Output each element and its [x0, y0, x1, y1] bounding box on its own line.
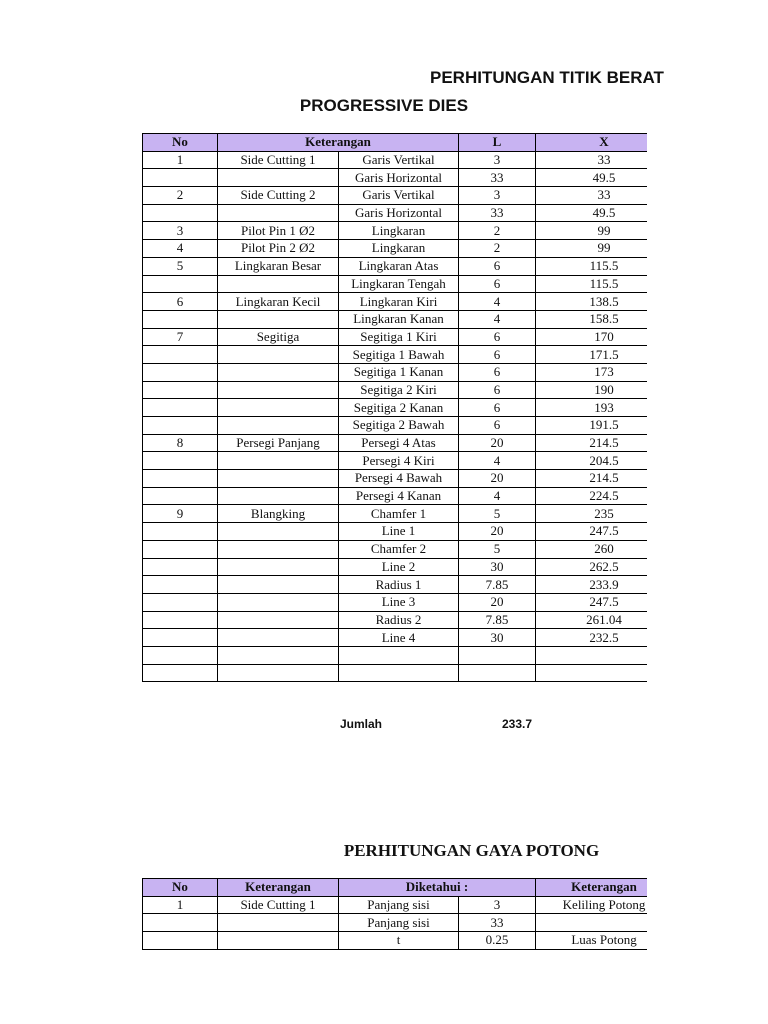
- cell-detail: Garis Horizontal: [339, 169, 459, 187]
- table-row: [143, 293, 648, 311]
- cell-value-1: 0.25: [459, 932, 536, 950]
- cell-value-2: 99: [536, 240, 648, 258]
- cell-keterangan: [218, 664, 339, 682]
- table-row: [143, 222, 648, 240]
- cell-value-2: 49.5: [536, 169, 648, 187]
- cell-keterangan: [218, 275, 339, 293]
- cell-value-2: 170: [536, 328, 648, 346]
- cell-no: 9: [143, 505, 218, 523]
- cell-keterangan: Side Cutting 1: [218, 151, 339, 169]
- cell-value-1: 30: [459, 558, 536, 576]
- cell-value-2: 232.5: [536, 629, 648, 647]
- cell-value-1: 4: [459, 452, 536, 470]
- cell-value-1: 4: [459, 293, 536, 311]
- cell-value-2: 214.5: [536, 434, 648, 452]
- table-row: [143, 664, 648, 682]
- cell-keterangan: [218, 932, 339, 950]
- cell-value-2: [536, 646, 648, 664]
- header-diketahui: Diketahui :: [339, 879, 536, 897]
- table-row: [143, 204, 648, 222]
- cell-no: [143, 363, 218, 381]
- cell-no: [143, 470, 218, 488]
- section-title-gaya-potong: PERHITUNGAN GAYA POTONG: [343, 841, 600, 860]
- cell-value-1: [459, 664, 536, 682]
- cell-no: [143, 558, 218, 576]
- header-no: No: [143, 134, 218, 152]
- cell-detail: Garis Horizontal: [339, 204, 459, 222]
- cell-value-1: 6: [459, 257, 536, 275]
- cell-detail: Segitiga 2 Kiri: [339, 381, 459, 399]
- cell-value-1: 2: [459, 222, 536, 240]
- cell-no: 7: [143, 328, 218, 346]
- cell-value-1: 6: [459, 381, 536, 399]
- cell-keterangan: [218, 169, 339, 187]
- cell-keterangan: [218, 399, 339, 417]
- cell-value-2: 138.5: [536, 293, 648, 311]
- cell-detail: Lingkaran: [339, 240, 459, 258]
- cell-detail: Line 3: [339, 593, 459, 611]
- cell-no: 2: [143, 187, 218, 205]
- cell-keterangan: Pilot Pin 1 Ø2: [218, 222, 339, 240]
- cell-keterangan: Side Cutting 2: [218, 187, 339, 205]
- cell-value-1: 33: [459, 914, 536, 932]
- cell-no: [143, 487, 218, 505]
- cell-detail: [339, 646, 459, 664]
- table-row: [143, 646, 648, 664]
- cell-no: [143, 646, 218, 664]
- cell-value-2: 115.5: [536, 275, 648, 293]
- cell-value-2: 261.04: [536, 611, 648, 629]
- cell-detail: Segitiga 2 Kanan: [339, 399, 459, 417]
- cell-value-2: Keliling Potong: [536, 896, 647, 914]
- cell-keterangan: [218, 487, 339, 505]
- table-row: [143, 505, 648, 523]
- table-row: [143, 932, 648, 950]
- table-row: [143, 470, 648, 488]
- header-x: X: [536, 134, 648, 152]
- cell-value-1: 2: [459, 240, 536, 258]
- table-row: [143, 187, 648, 205]
- titik-berat-table: [142, 133, 647, 682]
- cell-detail: Garis Vertikal: [339, 151, 459, 169]
- cell-value-2: 33: [536, 187, 648, 205]
- cell-value-2: 173: [536, 363, 648, 381]
- cell-keterangan: [218, 363, 339, 381]
- table-row: [143, 611, 648, 629]
- cell-keterangan: [218, 611, 339, 629]
- cell-value-1: 4: [459, 487, 536, 505]
- header-keterangan: Keterangan: [218, 879, 339, 897]
- header-keterangan-2: Keterangan: [536, 879, 647, 897]
- cell-keterangan: [218, 346, 339, 364]
- cell-keterangan: [218, 646, 339, 664]
- table-row: [143, 240, 648, 258]
- cell-value-2: 224.5: [536, 487, 648, 505]
- cell-value-2: 193: [536, 399, 648, 417]
- cell-no: 5: [143, 257, 218, 275]
- cell-value-2: [536, 664, 648, 682]
- table-row: [143, 487, 648, 505]
- cell-keterangan: [218, 540, 339, 558]
- table-row: [143, 629, 648, 647]
- cell-detail: Garis Vertikal: [339, 187, 459, 205]
- cell-value-2: 158.5: [536, 310, 648, 328]
- sum-label: Jumlah: [340, 717, 383, 731]
- cell-detail: Persegi 4 Kiri: [339, 452, 459, 470]
- cell-value-2: [536, 914, 647, 932]
- cell-value-1: 6: [459, 346, 536, 364]
- cell-no: [143, 932, 218, 950]
- cell-no: [143, 523, 218, 541]
- table-row: [143, 275, 648, 293]
- table-row: [143, 417, 648, 435]
- cell-value-2: 235: [536, 505, 648, 523]
- cell-value-2: 49.5: [536, 204, 648, 222]
- table-row: [143, 593, 648, 611]
- cell-keterangan: Lingkaran Kecil: [218, 293, 339, 311]
- cell-keterangan: [218, 452, 339, 470]
- cell-no: 1: [143, 896, 218, 914]
- cell-value-1: 3: [459, 896, 536, 914]
- gaya-potong-table: [142, 878, 647, 950]
- cell-keterangan: Blangking: [218, 505, 339, 523]
- cell-keterangan: [218, 204, 339, 222]
- cell-value-2: 190: [536, 381, 648, 399]
- cell-detail: Chamfer 1: [339, 505, 459, 523]
- cell-no: 3: [143, 222, 218, 240]
- cell-no: [143, 914, 218, 932]
- cell-keterangan: [218, 523, 339, 541]
- cell-detail: Panjang sisi: [339, 914, 459, 932]
- cell-no: [143, 629, 218, 647]
- cell-value-2: 214.5: [536, 470, 648, 488]
- table-row: [143, 914, 648, 932]
- sum-value: 233.7: [502, 717, 533, 731]
- table-row: [143, 523, 648, 541]
- table-row: [143, 558, 648, 576]
- cell-no: [143, 204, 218, 222]
- cell-no: [143, 611, 218, 629]
- table-header-row: [143, 134, 648, 152]
- document-title-line1: PERHITUNGAN TITIK BERAT: [430, 68, 664, 87]
- cell-detail: Lingkaran Atas: [339, 257, 459, 275]
- table-row: [143, 896, 648, 914]
- cell-value-2: 260: [536, 540, 648, 558]
- cell-detail: Line 2: [339, 558, 459, 576]
- header-keterangan: Keterangan: [218, 134, 459, 152]
- cell-value-1: 5: [459, 505, 536, 523]
- cell-value-2: 33: [536, 151, 648, 169]
- table-row: [143, 346, 648, 364]
- cell-value-1: 20: [459, 434, 536, 452]
- cell-value-2: 171.5: [536, 346, 648, 364]
- cell-detail: Lingkaran Kiri: [339, 293, 459, 311]
- cell-detail: Line 1: [339, 523, 459, 541]
- cell-keterangan: [218, 417, 339, 435]
- cell-no: [143, 576, 218, 594]
- cell-value-1: 33: [459, 169, 536, 187]
- cell-value-1: 7.85: [459, 611, 536, 629]
- cell-value-1: 6: [459, 275, 536, 293]
- cell-value-1: 5: [459, 540, 536, 558]
- cell-value-1: 6: [459, 363, 536, 381]
- table-row: [143, 257, 648, 275]
- cell-no: [143, 399, 218, 417]
- cell-value-1: 30: [459, 629, 536, 647]
- cell-no: [143, 346, 218, 364]
- cell-value-1: 6: [459, 417, 536, 435]
- cell-no: 8: [143, 434, 218, 452]
- cell-keterangan: [218, 558, 339, 576]
- cell-detail: Segitiga 1 Bawah: [339, 346, 459, 364]
- cell-no: 1: [143, 151, 218, 169]
- cell-no: 4: [143, 240, 218, 258]
- cell-keterangan: [218, 470, 339, 488]
- cell-value-1: 3: [459, 187, 536, 205]
- header-l: L: [459, 134, 536, 152]
- table-row: [143, 434, 648, 452]
- cell-detail: Line 4: [339, 629, 459, 647]
- table-row: [143, 363, 648, 381]
- table-body: [143, 151, 648, 682]
- cell-no: [143, 593, 218, 611]
- cell-detail: Radius 1: [339, 576, 459, 594]
- cell-keterangan: [218, 629, 339, 647]
- cell-value-2: 191.5: [536, 417, 648, 435]
- cell-detail: Chamfer 2: [339, 540, 459, 558]
- cell-keterangan: [218, 310, 339, 328]
- cell-detail: Radius 2: [339, 611, 459, 629]
- cell-detail: Lingkaran: [339, 222, 459, 240]
- cell-keterangan: [218, 576, 339, 594]
- cell-value-2: 204.5: [536, 452, 648, 470]
- cell-detail: Persegi 4 Atas: [339, 434, 459, 452]
- cell-no: [143, 310, 218, 328]
- table-row: [143, 328, 648, 346]
- cell-value-2: 233.9: [536, 576, 648, 594]
- header-no: No: [143, 879, 218, 897]
- cell-keterangan: [218, 381, 339, 399]
- cell-detail: Persegi 4 Bawah: [339, 470, 459, 488]
- cell-value-2: 247.5: [536, 593, 648, 611]
- table-row: [143, 452, 648, 470]
- cell-value-1: [459, 646, 536, 664]
- cell-detail: [339, 664, 459, 682]
- cell-no: [143, 169, 218, 187]
- cell-value-2: 115.5: [536, 257, 648, 275]
- cell-value-2: 262.5: [536, 558, 648, 576]
- table-row: [143, 540, 648, 558]
- table-row: [143, 310, 648, 328]
- cell-no: [143, 417, 218, 435]
- document-title-line2: PROGRESSIVE DIES: [299, 96, 469, 115]
- cell-value-2: 99: [536, 222, 648, 240]
- cell-detail: Lingkaran Tengah: [339, 275, 459, 293]
- cell-keterangan: Lingkaran Besar: [218, 257, 339, 275]
- cell-value-1: 6: [459, 328, 536, 346]
- table-row: [143, 151, 648, 169]
- cell-value-1: 3: [459, 151, 536, 169]
- cell-value-1: 20: [459, 593, 536, 611]
- table-row: [143, 381, 648, 399]
- cell-value-1: 6: [459, 399, 536, 417]
- cell-value-1: 33: [459, 204, 536, 222]
- cell-detail: Lingkaran Kanan: [339, 310, 459, 328]
- table-row: [143, 169, 648, 187]
- cell-keterangan: Pilot Pin 2 Ø2: [218, 240, 339, 258]
- cell-value-2: 247.5: [536, 523, 648, 541]
- cell-keterangan: Persegi Panjang: [218, 434, 339, 452]
- cell-value-1: 20: [459, 523, 536, 541]
- cell-keterangan: Side Cutting 1: [218, 896, 339, 914]
- cell-no: [143, 540, 218, 558]
- table-body: [143, 896, 648, 949]
- cell-value-1: 20: [459, 470, 536, 488]
- cell-no: [143, 452, 218, 470]
- table-row: [143, 576, 648, 594]
- cell-no: [143, 381, 218, 399]
- cell-detail: Segitiga 1 Kanan: [339, 363, 459, 381]
- cell-detail: Segitiga 2 Bawah: [339, 417, 459, 435]
- cell-value-1: 4: [459, 310, 536, 328]
- cell-no: 6: [143, 293, 218, 311]
- table-row: [143, 399, 648, 417]
- cell-keterangan: Segitiga: [218, 328, 339, 346]
- cell-no: [143, 275, 218, 293]
- cell-no: [143, 664, 218, 682]
- cell-detail: t: [339, 932, 459, 950]
- table-header-row: [143, 879, 648, 897]
- cell-value-2: Luas Potong: [536, 932, 647, 950]
- cell-detail: Panjang sisi: [339, 896, 459, 914]
- cell-keterangan: [218, 593, 339, 611]
- cell-detail: Persegi 4 Kanan: [339, 487, 459, 505]
- cell-detail: Segitiga 1 Kiri: [339, 328, 459, 346]
- cell-keterangan: [218, 914, 339, 932]
- cell-value-1: 7.85: [459, 576, 536, 594]
